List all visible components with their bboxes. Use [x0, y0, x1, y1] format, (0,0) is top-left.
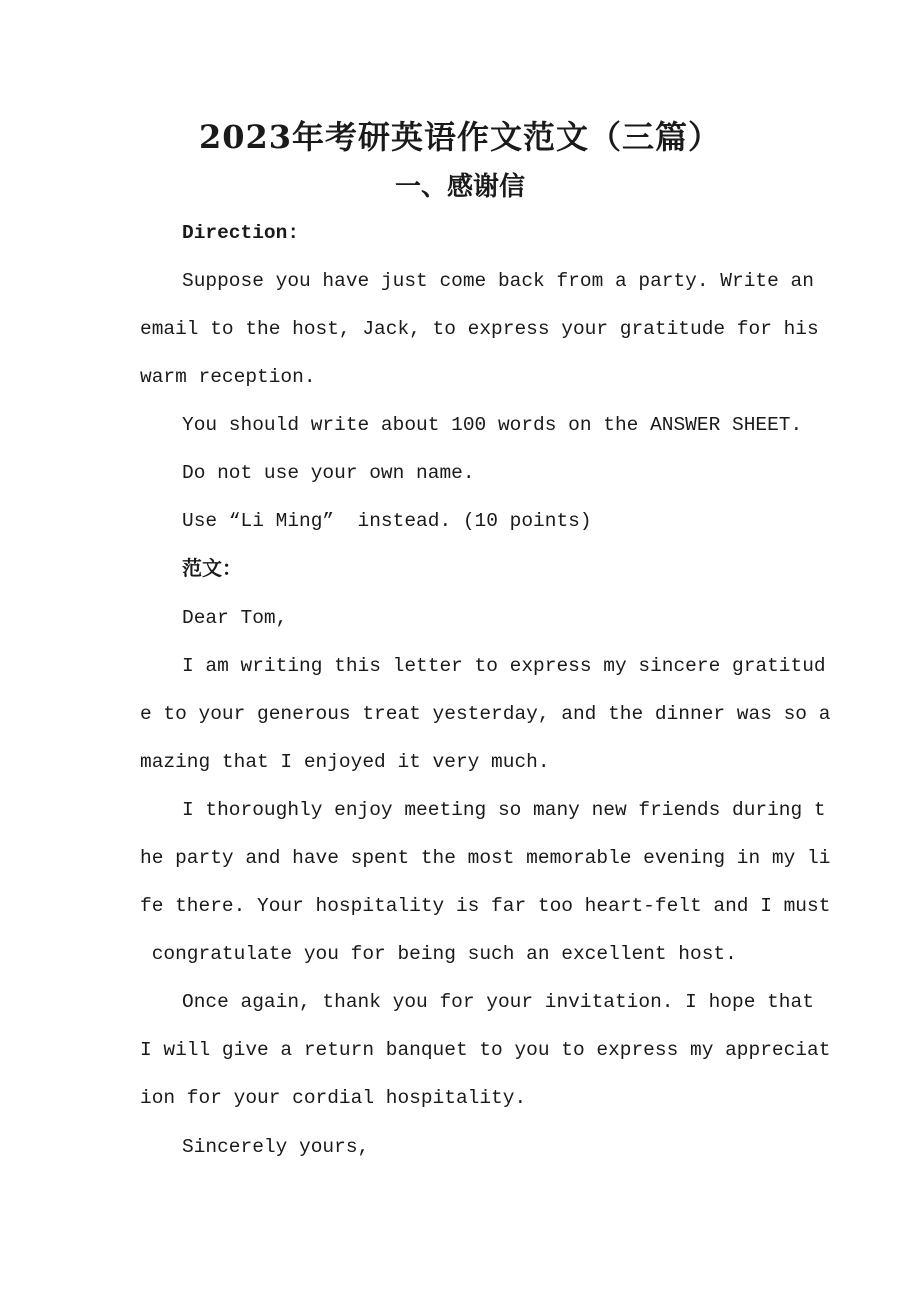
document-title: 2023年考研英语作文范文（三篇）	[198, 118, 722, 156]
letter-line: fe there. Your hospitality is far too heart-felt and I must	[140, 895, 831, 917]
letter-salutation: Dear Tom,	[182, 607, 288, 629]
direction-line: Use “Li Ming” instead. (10 points)	[182, 510, 592, 532]
direction-line: email to the host, Jack, to express your gratitude for his	[140, 318, 819, 340]
letter-line: congratulate you for being such an excellent host.	[140, 943, 737, 965]
letter-line: Once again, thank you for your invitation. I hope that	[182, 991, 814, 1013]
direction-line: warm reception.	[140, 366, 316, 388]
letter-line: mazing that I enjoyed it very much.	[140, 751, 550, 773]
sample-label: 范文：	[182, 556, 242, 580]
letter-line: he party and have spent the most memorable evening in my li	[140, 847, 831, 869]
letter-line: I will give a return banquet to you to express my appreciat	[140, 1039, 831, 1061]
letter-line: e to your generous treat yesterday, and the dinner was so a	[140, 703, 831, 725]
direction-line: You should write about 100 words on the ANSWER SHEET.	[182, 414, 803, 436]
direction-line: Suppose you have just come back from a party. Write an	[182, 270, 814, 292]
letter-closing: Sincerely yours,	[182, 1136, 370, 1158]
letter-line: I thoroughly enjoy meeting so many new friends during t	[182, 799, 826, 821]
letter-line: I am writing this letter to express my sincere gratitud	[182, 655, 826, 677]
letter-line: ion for your cordial hospitality.	[140, 1087, 527, 1109]
direction-label: Direction:	[182, 222, 300, 244]
section-heading: 一、感谢信	[394, 172, 525, 202]
direction-line: Do not use your own name.	[182, 462, 475, 484]
